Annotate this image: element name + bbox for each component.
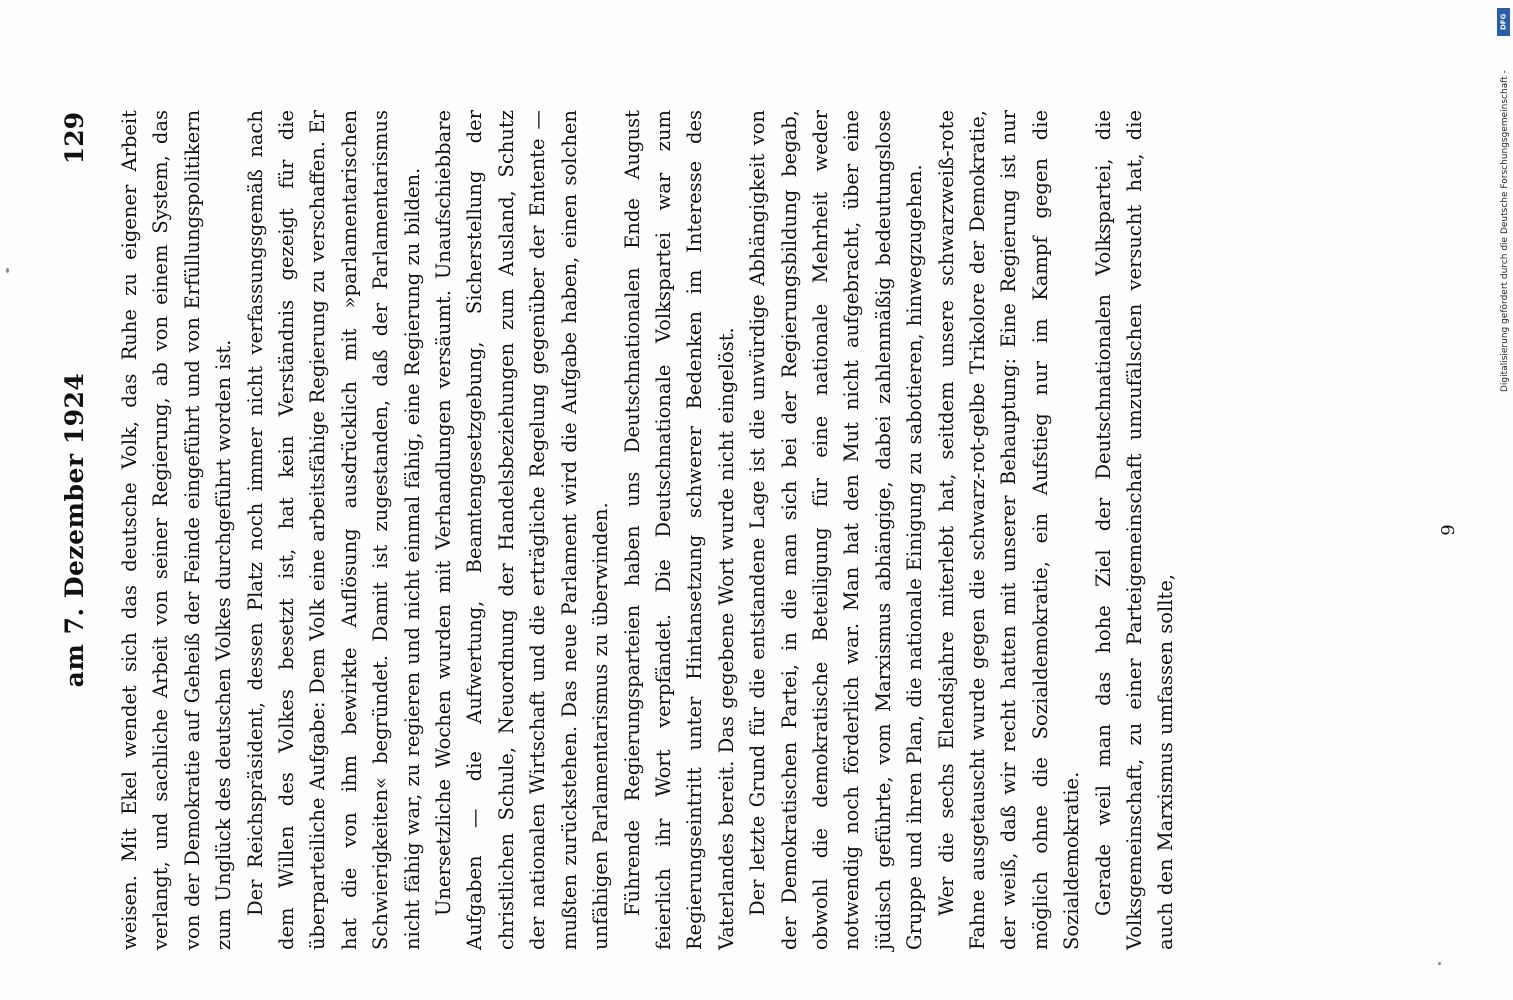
- paragraph-1: weisen. Mit Ekel wendet sich das deutsche Volk, das Ruhe zu eigener Arbeit verlangt, und sachliche Arbeit von seiner Regierung, ab von einem System, das von der Demokratie auf Geheiß der Feinde eingeführt und von Erfüllungspolitikern zum Unglück des deutschen Volkes durchgeführt worden ist.: [118, 110, 236, 950]
- dfg-logo: DFG: [1497, 8, 1510, 36]
- page-number: 129: [60, 112, 89, 165]
- header-title: am 7. Dezember 1924: [60, 372, 89, 688]
- paragraph-3: Unersetzliche Wochen wurden mit Verhandlungen versäumt. Unaufschiebbare Aufgaben — die Aufwertung, Beamtengesetzgebung, Sicherstellung der christlichen Schule, Neuordnung der Handelsbeziehungen zum Ausland, Schutz der nationalen Wirtschaft und die erträgliche Regelung gegenüber der Entente — mußten zurückstehen. Das neue Parlament wird die Aufgabe haben, einen solchen unfähigen Parlamentarismus zu überwinden.: [432, 110, 613, 950]
- paragraph-2: Der Reichspräsident, dessen Platz noch immer nicht verfassungsgemäß nach dem Willen des Volkes besetzt ist, hat kein Verständnis gezeigt für die überparteiliche Aufgabe: Dem Volk eine arbeitsfähige Regierung zu verschaffen. Er hat die von ihm bewirkte Auflösung ausdrücklich mit »parlamentarischen Schwierigkeiten« begründet. Damit ist zugestanden, daß der Parlamentarismus nicht fähig war, zu regieren und nicht einmal fähig, eine Regierung zu bilden.: [243, 110, 424, 950]
- book-page: [60, 110, 1480, 950]
- scan-speck: [6, 268, 9, 273]
- digitisation-credit: Digitalisierung gefördert durch die Deutsche Forschungsgemeinschaft -: [1500, 70, 1510, 392]
- body-text: [114, 110, 1182, 950]
- paragraph-5: Der letzte Grund für die entstandene Lage ist die unwürdige Abhängigkeit von der Demokratischen Partei, in die man sich bei der Regierungsbildung begab, obwohl die demokratische Beteiligung für eine nationale Mehrheit weder notwendig noch förderlich war. Man hat den Mut nicht aufgebracht, über eine jüdisch geführte, vom Marxismus abhängige, dabei zahlenmäßig bedeutungslose Gruppe und ihren Plan, die nationale Einigung zu sabotieren, hinwegzugehen.: [746, 110, 927, 950]
- paragraph-4: Führende Regierungsparteien haben uns Deutschnationalen Ende August feierlich ihr Wort verpfändet. Die Deutschnationale Volkspartei war zum Regierungseintritt unter Hintansetzung schwerer Bedenken im Interesse des Vaterlandes bereit. Das gegebene Wort wurde nicht eingelöst.: [620, 110, 738, 950]
- scan-speck: [1438, 962, 1441, 965]
- signature-mark: 9: [1438, 524, 1459, 536]
- paragraph-6: Wer die sechs Elendsjahre miterlebt hat, seitdem unsere schwarzweiß-rote Fahne ausgetauscht wurde gegen die schwarz-rot-gelbe Trikolore der Demokratie, der weiß, daß wir recht hatten mit unserer Behauptung: Eine Regierung ist nur möglich ohne die Sozialdemokratie, ein Aufstieg nur im Kampf gegen die Sozialdemokratie.: [934, 110, 1084, 950]
- running-header: [60, 110, 112, 950]
- paragraph-7: Gerade weil man das hohe Ziel der Deutschnationalen Volkspartei, die Volksgemeinschaft, zu einer Parteigemeinschaft umzufälschen versucht hat, die auch den Marxismus umfassen sollte,: [1091, 110, 1178, 950]
